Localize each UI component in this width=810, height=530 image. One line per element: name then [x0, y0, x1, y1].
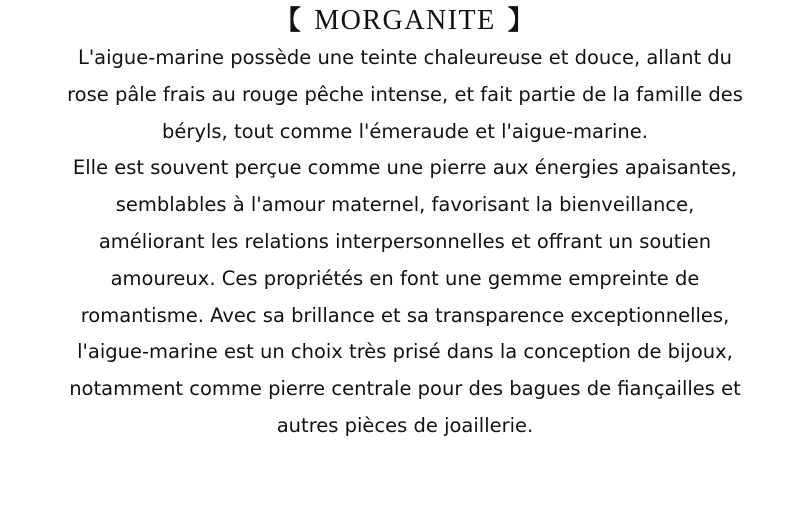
description-line: l'aigue-marine est un choix très prisé dans la conception de bijoux, — [77, 340, 733, 364]
page-title — [0, 4, 810, 38]
description-line: L'aigue-marine possède une teinte chaleureuse et douce, allant du — [77, 46, 733, 69]
description-line: autres pièces de joaillerie. — [276, 413, 534, 437]
description-line: rose pâle frais au rouge pêche intense, et fait partie de la famille des — [67, 82, 743, 106]
description-line: béryls, tout comme l'émeraude et l'aigue-marine. — [162, 119, 648, 143]
description-line: améliorant les relations interpersonnelles et offrant un soutien — [98, 229, 712, 253]
description-line: notamment comme pierre centrale pour des bagues de fiançailles et — [69, 377, 741, 401]
title-text: MORGANITE — [314, 5, 496, 36]
description-line: semblables à l'amour maternel, favorisant la bienveillance, — [115, 193, 695, 217]
description-line: amoureux. Ces propriétés en font une gemme empreinte de — [110, 266, 700, 290]
description-line: Elle est souvent perçue comme une pierre aux énergies apaisantes, — [72, 156, 738, 180]
description-line: romantisme. Avec sa brillance et sa transparence exceptionnelles, — [80, 303, 730, 327]
title-open-bracket: 【 — [274, 6, 303, 36]
title-close-bracket: 】 — [507, 6, 536, 36]
description-paragraph — [0, 40, 810, 445]
